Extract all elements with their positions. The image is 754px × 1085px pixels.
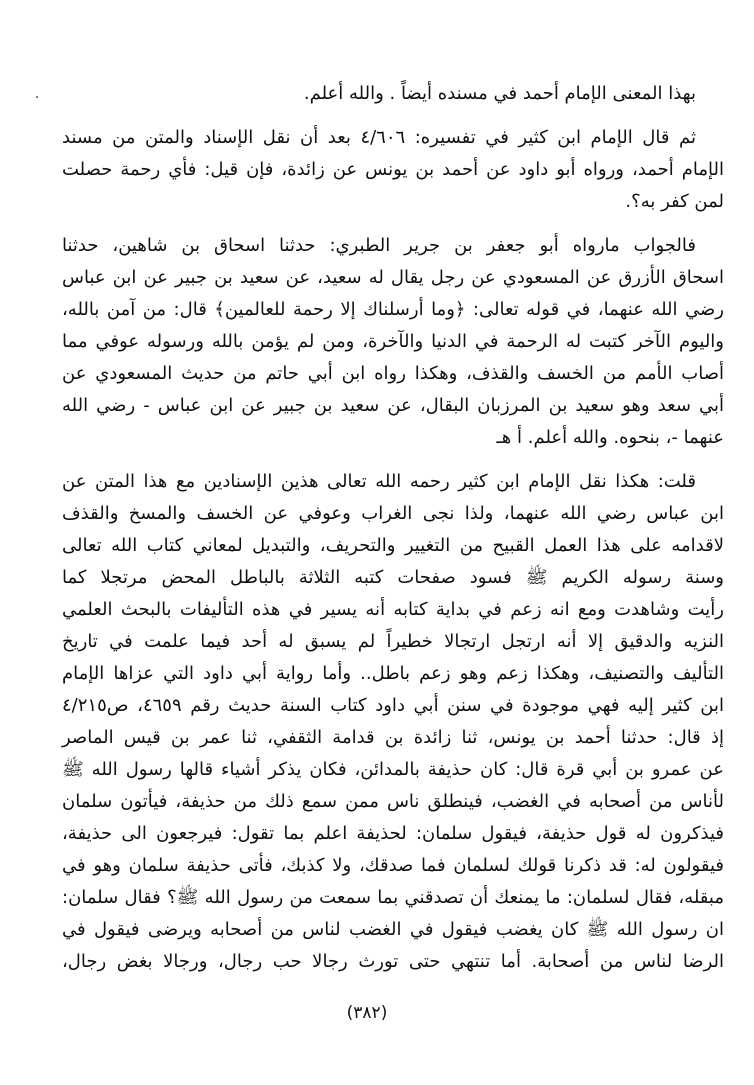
text-line: اسحاق الأزرق عن المسعودي عن رجل يقال له سعيد، عن سعيد بن جبير عن ابن عباس — [62, 267, 724, 288]
text-line: ابن عباس رضي الله عنهما، ولذا نجى الغراب وعوفي عن الخسف والمسخ والقذف — [62, 503, 724, 524]
text-line: وسنة رسوله الكريم ﷺ فسود صفحات كتبه الثلاثة بالباطل المحض مرتجلا كما — [62, 567, 724, 588]
text-line: بهذا المعنى الإمام أحمد في مسنده أيضاً . والله أعلم. — [303, 83, 696, 104]
text-line: إذ قال: حدثنا أحمد بن يونس، ثنا زائدة بن قدامة الثقفي، ثنا عمر بن قيس الماصر — [62, 727, 724, 748]
paragraph-gap — [62, 458, 724, 466]
page-number: (٣٨٢) — [346, 1003, 388, 1023]
text-line: لأناس من أصحابه في الغضب، فينطلق ناس ممن سمع ذلك من حذيفة، فيأتون سلمان — [62, 791, 724, 812]
text-line: رأيت وشاهدت ومع انه زعم في بداية كتابه أنه يسير في هذه التأليفات بالبحث العلمي — [62, 599, 724, 620]
text-line: أبي سعد وهو سعيد بن المرزبان البقال، عن سعيد بن جبير عن ابن عباس - رضي الله — [62, 395, 724, 416]
text-line: واليوم الآخر كتبت له الرحمة في الدنيا والآخرة، ومن لم يؤمن بالله ورسوله عوفي مما — [62, 331, 724, 352]
text-line: عن عمرو بن أبي قرة قال: كان حذيفة بالمدائن، فكان يذكر أشياء قالها رسول الله ﷺ — [62, 759, 724, 780]
text-line: قلت: هكذا نقل الإمام ابن كثير رحمه الله تعالى هذين الإسنادين مع هذا المتن عن — [62, 471, 696, 492]
text-line: ابن كثير إليه فهي موجودة في سنن أبي داود كتاب السنة حديث رقم ٤٦٥٩، ص٤/٢١٥ — [62, 695, 724, 716]
text-line: التأليف والتصنيف، وهكذا زعم وهو زعم باطل.. وأما رواية أبي داود التي عزاها الإمام — [62, 663, 724, 684]
text-line: الإمام أحمد، ورواه أبو داود عن أحمد بن يونس عن زائدة، فإن قيل: فأي رحمة حصلت — [62, 159, 724, 180]
paragraph-gap — [62, 222, 724, 230]
text-line: مبقله، فقال لسلمان: ما يمنعك أن تصدقني بما سمعت من رسول الله ﷺ؟ فقال سلمان: — [62, 887, 724, 908]
text-line: النزيه والدقيق إلا أنه ارتجل ارتجالا خطيراً لم يسبق له أحد فيما علمت في تاريخ — [62, 631, 724, 652]
text-line: لمن كفر به؟. — [625, 191, 724, 212]
paragraph-gap — [62, 114, 724, 122]
paragraph-4 — [62, 466, 724, 978]
text-line: فيقولون له: قد ذكرنا قولك لسلمان فما صدقك، ولا كذبك، فأتى حذيفة سلمان وهو في — [62, 855, 724, 876]
text-line: الرضا لناس من أصحابة. أما تنتهي حتى تورث رجالا حب رجال، ورجالا بغض رجال، — [62, 951, 724, 972]
text-line: فالجواب مارواه أبو جعفر بن جرير الطبري: حدثنا اسحاق بن شاهين، حدثنا — [62, 235, 696, 256]
text-line: لاقدامه على هذا العمل القبيح من التغيير والتحريف، والتبديل لمعاني كتاب الله تعالى — [62, 535, 724, 556]
page-body — [62, 78, 724, 982]
text-line: عنهما -، بنحوه. والله أعلم. أ هـ — [496, 427, 724, 448]
text-line: أصاب الأمم من الخسف والقذف، وهكذا رواه ابن أبي حاتم من حديث المسعودي عن — [62, 363, 724, 384]
paragraph-3 — [62, 230, 724, 454]
paragraph-1 — [62, 78, 724, 110]
scan-speck — [36, 96, 38, 98]
paragraph-2 — [62, 122, 724, 218]
text-line: فيذكرون له قول حذيفة، فيقول سلمان: لحذيفة اعلم بما تقول: فيرجعون الى حذيفة، — [62, 823, 724, 844]
text-line: ان رسول الله ﷺ كان يغضب فيقول في الغضب لناس من أصحابه ويرضى فيقول في — [62, 919, 724, 940]
text-line: ثم قال الإمام ابن كثير في تفسيره: ٤/٦٠٦ بعد أن نقل الإسناد والمتن من مسند — [62, 127, 696, 148]
text-line: رضي الله عنهما، في قوله تعالى: ﴿وما أرسلناك إلا رحمة للعالمين﴾ قال: من آمن بالله، — [62, 299, 724, 320]
